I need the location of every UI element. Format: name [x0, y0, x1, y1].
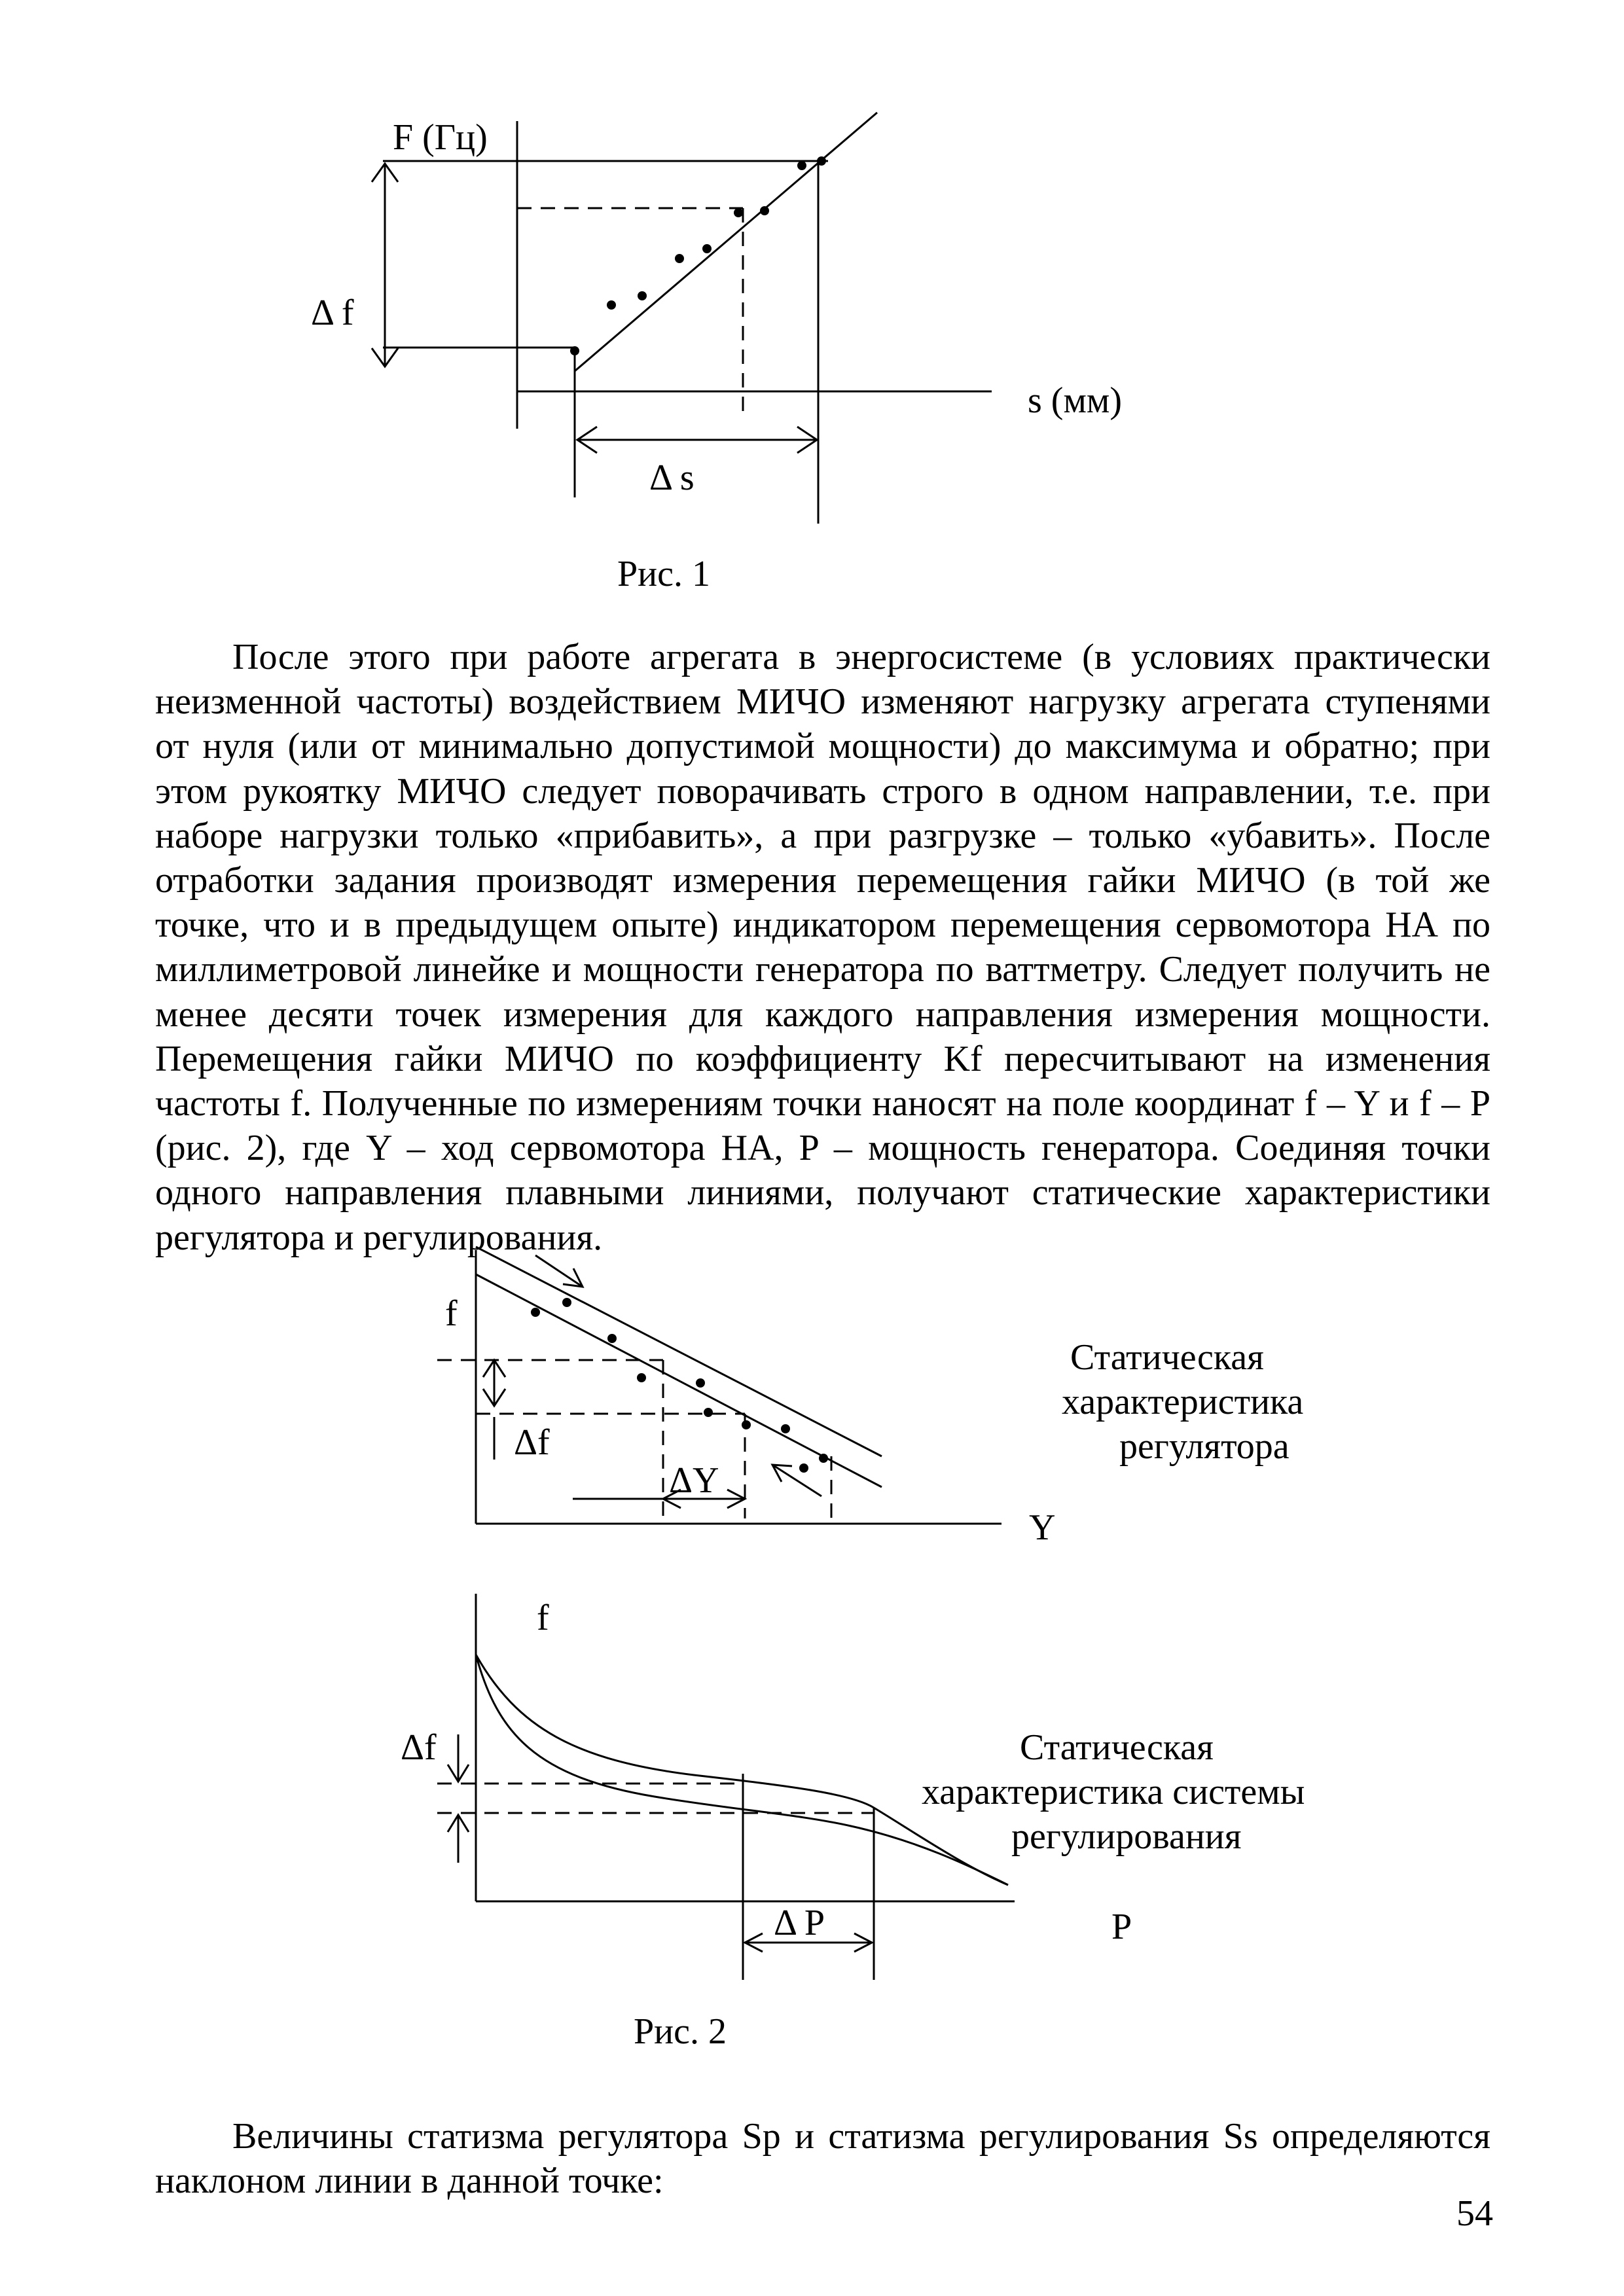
fig2b-annotation-line1: Статическая	[1020, 1727, 1214, 1768]
fig2a-x-axis-label: Y	[1029, 1507, 1056, 1548]
fig2a-point	[781, 1424, 790, 1433]
fig2a-delta-f-label: Δf	[514, 1422, 550, 1463]
fig2b-delta-p-label: Δ P	[774, 1903, 825, 1943]
fig2b-annotation-line2: характеристика системы	[922, 1772, 1305, 1812]
fig2a-points	[531, 1298, 828, 1473]
fig2a-point	[531, 1308, 540, 1317]
fig2a-y-axis-label: f	[445, 1293, 458, 1334]
fig2a-point	[799, 1463, 808, 1473]
fig2a-annotation-line3: регулятора	[1119, 1426, 1290, 1467]
fig2a-annotation-line2: характеристика	[1062, 1382, 1304, 1422]
paragraph-2: Величины статизма регулятора Sp и статизма регулирования Ss определяются наклоном линии в данной точке:	[155, 2116, 1490, 2202]
paragraph-1: После этого при работе агрегата в энергосистеме (в условиях практически неизменной частоты) воздействием МИЧО изменяют нагрузку агрегата ступенями от нуля (или от минимально допустимой мощности) до максимума и обратно; при этом рукоятку МИЧО следует поворачивать строго в одном направлении, т.е. при наборе нагрузки только «прибавить», а при разгрузке – только «убавить». После отработки задания производят измерения перемещения гайки МИЧО (в той же точке, что и в предыдущем опыте) индикатором перемещения сервомотора НА по миллиметровой линейке и мощности генератора по ваттметру. Следует получить не менее десяти точек измерения для каждого направления измерения мощности. Перемещения гайки МИЧО по коэффициенту Kf пересчитывают на изменения частоты f. Полученные по измерениям точки наносят на поле координат f – Y и f – P (рис. 2), где Y – ход сервомотора НА, P – мощность генератора. Соединяя точки одного направления плавными линиями, получают статические характеристики регулятора и регулирования.	[155, 637, 1490, 1258]
fig2a-point	[696, 1378, 705, 1388]
fig2b-annotation-line3: регулирования	[1011, 1816, 1242, 1857]
fig2b-x-axis-label: P	[1111, 1907, 1132, 1947]
figure-1-caption: Рис. 1	[617, 554, 710, 594]
fig2a-point	[704, 1408, 713, 1417]
figure-2-caption: Рис. 2	[634, 2011, 727, 2052]
fig1-delta-f-label: Δ f	[311, 293, 354, 333]
fig2a-point	[742, 1420, 751, 1429]
fig2b-y-axis-label: f	[537, 1598, 549, 1638]
fig2a-delta-y-label: ΔY	[669, 1460, 719, 1501]
fig2a-point	[637, 1373, 646, 1382]
fig1-x-axis-label: s (мм)	[1028, 380, 1122, 421]
fig2a-point	[562, 1298, 571, 1307]
page-number: 54	[1456, 2193, 1493, 2234]
fig2b-delta-f-label: Δf	[401, 1727, 437, 1768]
fig1-delta-s-label: Δ s	[649, 457, 695, 498]
fig2a-point	[607, 1334, 617, 1343]
fig2a-point	[819, 1454, 828, 1463]
fig1-y-axis-label: F (Гц)	[393, 117, 488, 158]
fig2a-annotation-line1: Статическая	[1070, 1337, 1264, 1378]
